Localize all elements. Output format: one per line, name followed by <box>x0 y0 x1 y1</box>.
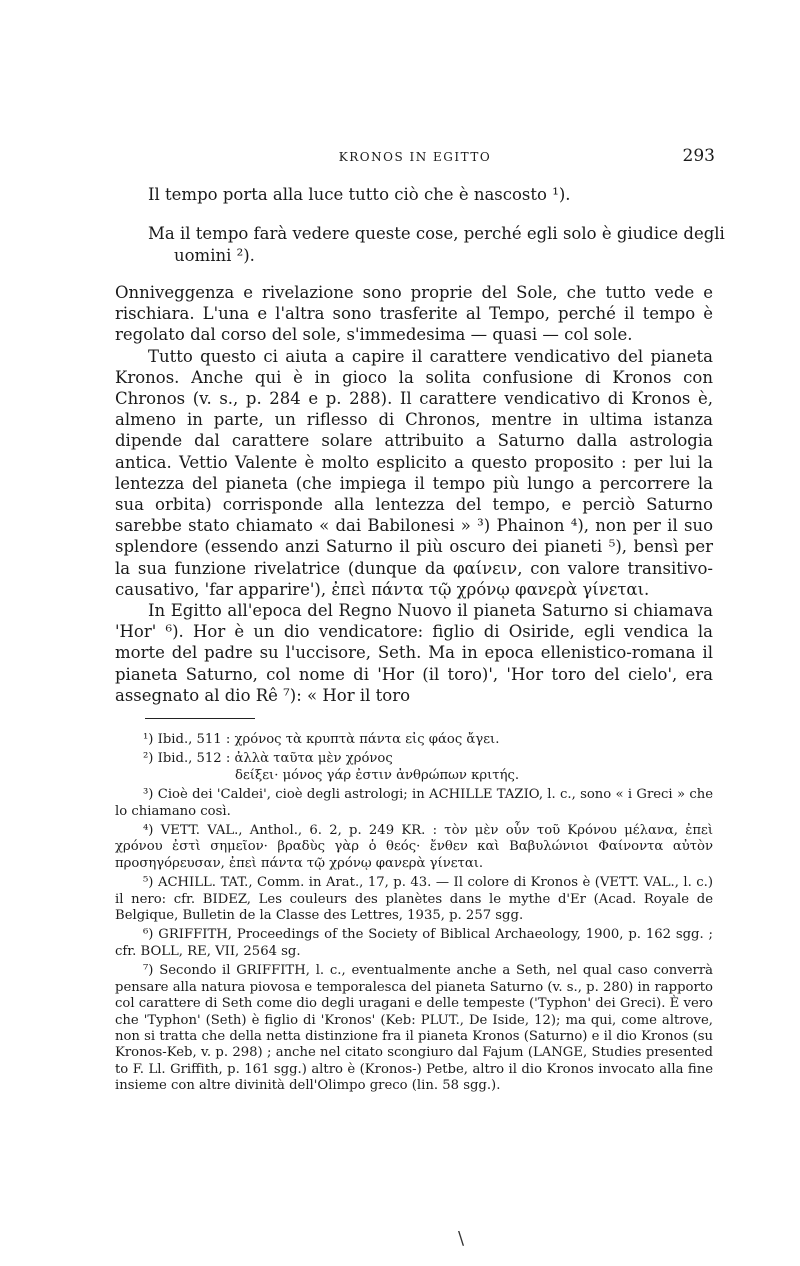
footnote-marker: ⁴) <box>143 823 154 839</box>
bottom-mark: \ <box>458 1228 465 1249</box>
footnotes <box>115 732 713 1098</box>
footnote <box>115 927 713 960</box>
footnote-text: Ibid., 511 : χρόνος τὰ κρυπτὰ πάντα εἰς φάος ἄγει. <box>157 732 500 747</box>
footnote-continuation: δείξει· μόνος γάρ ἐστιν ἀνθρώπων κριτής. <box>235 767 520 783</box>
footnote <box>115 963 713 1094</box>
footnote-text: GRIFFITH, Proceedings of the Society of Biblical Archaeology, 1900, p. 162 sgg. ; cfr. BOLL, RE, VII, 2564 sg. <box>115 927 713 959</box>
page-header <box>115 146 715 168</box>
paragraph: Tutto questo ci aiuta a capire il carattere vendicativo del pianeta Kronos. Anche qui è in gioco la solita confusione di Kronos con Chronos (v. s., p. 284 e p. 288). Il carattere vendicativo di Kronos è, almeno in parte, un riflesso di Chronos, mentre in ultima istanza dipende dal carattere solare attribuito a Saturno dalla astrologia antica. Vettio Valente è molto esplicito a questo proposito : per lui la lentezza del pianeta (che impiega il tempo più lungo a percorrere la sua orbita) corrisponde alla lentezza del tempo, e perciò Saturno sarebbe stato chiamato « dai Babilonesi » ³) Phainon ⁴), non per il suo splendore (essendo anzi Saturno il più oscuro dei pianeti ⁵), bensì per la sua funzione rivelatrice (dunque da φαίνειν, con valore transitivo-causativo, 'far apparire'), ἐπεὶ πάντα τῷ χρόνῳ φανερὰ γίνεται. <box>115 346 713 599</box>
footnote-marker: ⁶) <box>143 927 154 943</box>
paragraph: Onniveggenza e rivelazione sono proprie del Sole, che tutto vede e rischiara. L'una e l'altra sono trasferite al Tempo, perché il tempo è regolato dal corso del sole, s'immedesima — quasi — col sole. <box>115 283 713 345</box>
footnote-marker: ¹) <box>143 732 154 747</box>
footnote-marker: ³) <box>143 787 154 803</box>
footnote-separator <box>145 718 255 719</box>
footnote-marker: ²) <box>143 751 154 767</box>
footnote <box>115 787 713 820</box>
page-number: 293 <box>682 146 715 166</box>
footnote-text: Secondo il GRIFFITH, l. c., eventualmente anche a Seth, nel qual caso converrà pensare alla natura piovosa e temporalesca del pianeta Saturno (v. s., p. 280) in rapporto col carattere di Seth come dio degli uragani e delle tempeste ('Typhon' dei Greci). È vero che 'Typhon' (Seth) è figlio di 'Kronos' (Keb: PLUT., De Iside, 12); ma qui, come altrove, non si tratta che della netta distinzione fra il pianeta Kronos (Saturno) e il dio Kronos (su Kronos-Keb, v. p. 298) ; anche nel citato scongiuro dal Fajum (LANGE, Studies presented to F. Ll. Griffith, p. 161 sgg.) altro è (Kronos-) Petbe, altro il dio Kronos invocato alla fine insieme con altre divinità dell'Olimpo greco (lin. 58 sgg.). <box>115 963 713 1094</box>
footnote-marker: ⁵) <box>143 875 154 891</box>
footnote-text: VETT. VAL., Anthol., 6. 2, p. 249 KR. : τὸν μὲν οὖν τοῦ Κρόνου μέλανα, ἐπεὶ χρόνου ἐστὶ σημεῖον· βραδὺς γὰρ ὁ θεός· ἔνθεν καὶ Βαβυλώνιοι Φαίνοντα αὐτὸν προσηγόρευσαν, ἐπεὶ πάντα τῷ χρόνῳ φανερὰ γίνεται. <box>115 823 713 871</box>
footnote <box>115 751 713 784</box>
verse-quote-2: Ma il tempo farà vedere queste cose, perché egli solo è giudice degli uomini ²). <box>148 224 725 265</box>
footnote <box>115 875 713 924</box>
paragraph: In Egitto all'epoca del Regno Nuovo il pianeta Saturno si chiamava 'Hor' ⁶). Hor è un dio vendicatore: figlio di Osiride, egli vendica la morte del padre su l'uccisore, Seth. Ma in epoca ellenistico-romana il pianeta Saturno, col nome di 'Hor (il toro)', 'Hor toro del cielo', era assegnato al dio Rê ⁷): « Hor il toro <box>115 601 713 705</box>
footnote <box>115 823 713 872</box>
footnote-text: Ibid., 512 : ἀλλὰ ταῦτα μὲν χρόνος <box>157 751 393 767</box>
footnote-marker: ⁷) <box>143 963 154 979</box>
running-title: KRONOS IN EGITTO <box>338 150 492 164</box>
footnote-text: ACHILL. TAT., Comm. in Arat., 17, p. 43. — Il colore di Kronos è (VETT. VAL., l. c.) il nero: cfr. BIDEZ, Les couleurs des planètes dans le mythe d'Er (Acad. Royale de Belgique, Bulletin de la Classe des Lettres, 1935, p. 257 sgg. <box>115 875 714 924</box>
footnote <box>115 732 713 748</box>
footnote-text: Cioè dei 'Caldei', cioè degli astrologi; in ACHILLE TAZIO, l. c., sono « i Greci » che lo chiamano così. <box>115 787 714 819</box>
main-text <box>115 282 713 706</box>
verse-quote-1: Il tempo porta alla luce tutto ciò che è nascosto ¹). <box>148 185 571 204</box>
